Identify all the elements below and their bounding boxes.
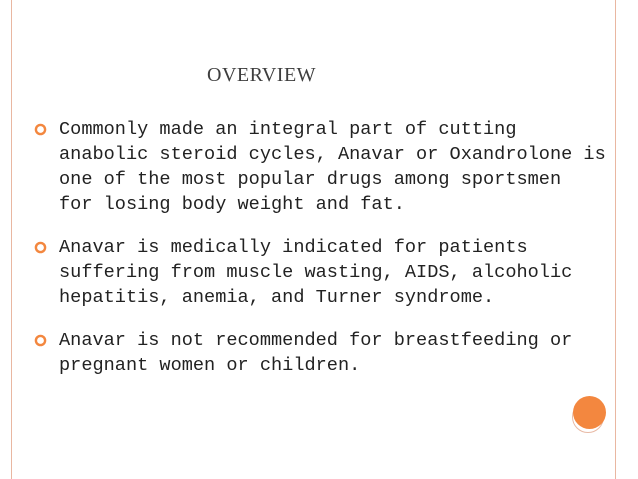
bullet-line: anabolic steroid cycles, Anavar or Oxandrolone is: [59, 144, 606, 165]
bullet-line: pregnant women or children.: [59, 355, 361, 376]
bullet-line: Commonly made an integral part of cutting: [59, 119, 517, 140]
ring-bullet-icon: [34, 123, 47, 136]
bullet-line: Anavar is medically indicated for patients: [59, 237, 528, 258]
bullet-item: [34, 235, 594, 310]
bullet-line: suffering from muscle wasting, AIDS, alcoholic: [59, 262, 573, 283]
bullet-line: Anavar is not recommended for breastfeeding or: [59, 330, 573, 351]
ring-bullet-icon: [34, 334, 47, 347]
decorative-circle-fill: [573, 396, 606, 429]
bullet-item: [34, 117, 606, 217]
bullet-line: hepatitis, anemia, and Turner syndrome.: [59, 287, 495, 308]
bullet-line: for losing body weight and fat.: [59, 194, 405, 215]
bullet-line: one of the most popular drugs among sportsmen: [59, 169, 562, 190]
bullet-list: [34, 117, 606, 396]
bullet-item: [34, 328, 594, 378]
ring-bullet-icon: [34, 241, 47, 254]
slide-title: OVERVIEW: [207, 64, 317, 86]
